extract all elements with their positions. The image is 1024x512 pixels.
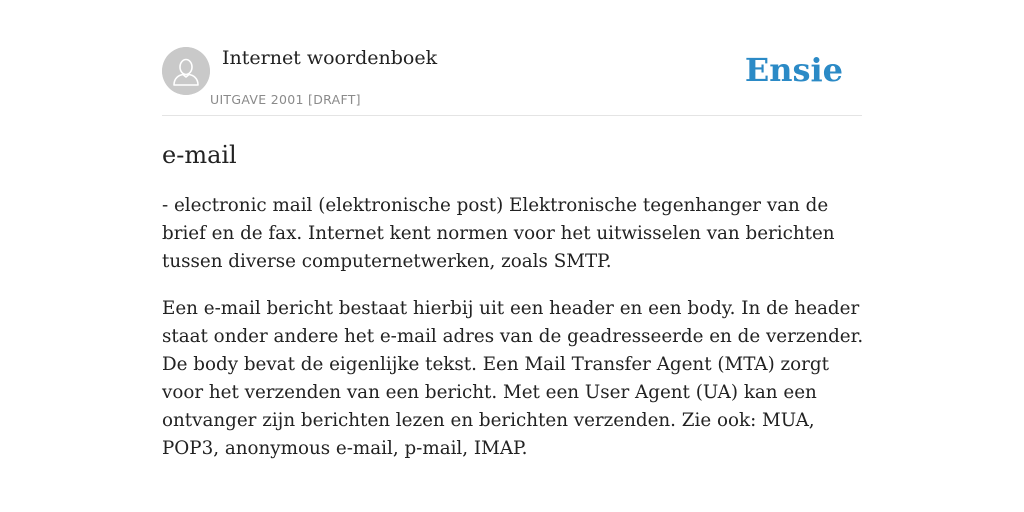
entry-definition <box>162 192 864 482</box>
user-avatar-icon[interactable] <box>162 47 210 95</box>
definition-paragraph: Een e-mail bericht bestaat hierbij uit een header en een body. In de header staat onder andere het e-mail adres van de geadresseerde en de verzender. De body bevat de eigenlijke tekst. Een Mail Transfer Agent (MTA) zorgt voor het verzenden van een bericht. Met een User Agent (UA) kan een ontvanger zijn berichten lezen en berichten verzenden. Zie ook: MUA, POP3, anonymous e-mail, p-mail, IMAP. <box>162 298 864 459</box>
dictionary-title[interactable]: Internet woordenboek <box>222 47 438 69</box>
definition-paragraph: - electronic mail (elektronische post) Elektronische tegenhanger van de brief en de fax. Internet kent normen voor het uitwisselen van berichten tussen diverse computernetwerken, zoals SMTP. <box>162 195 835 272</box>
brand-logo[interactable]: Ensie <box>744 51 843 89</box>
edition-label: UITGAVE 2001 [DRAFT] <box>210 92 361 107</box>
entry-term: e-mail <box>162 141 237 169</box>
entry-header <box>162 46 862 116</box>
